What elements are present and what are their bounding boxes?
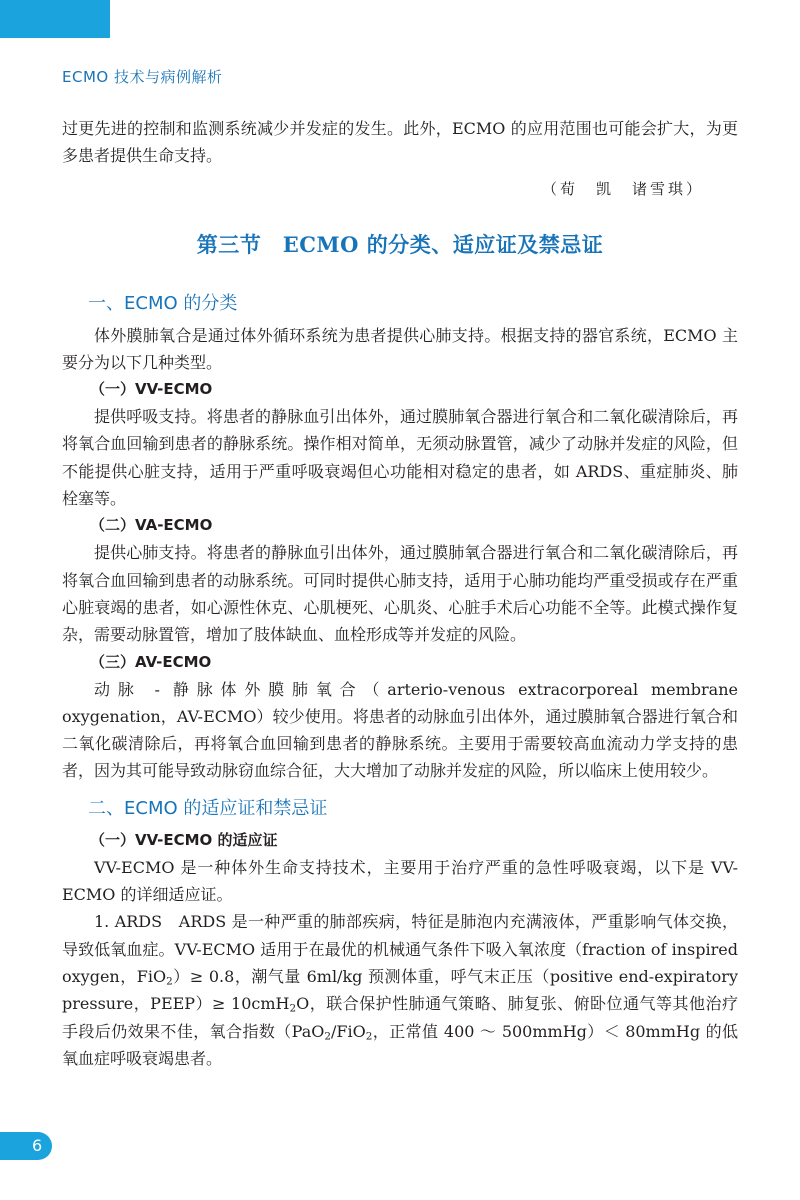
ards-sub-2: 2 [289,1002,297,1015]
va-ecmo-text: 提供心肺支持。将患者的静脉血引出体外，通过膜肺氧合器进行氧合和二氧化碳清除后，再将氧合血回输到患者的动脉系统。可同时提供心肺支持，适用于心肺功能均严重受损或存在严重心脏衰竭的患者，如心源性休克、心肌梗死、心肌炎、心脏手术后心功能不全等。此模式操作复杂，需要动脉置管，增加了肢体缺血、血栓形成等并发症的风险。 [62,543,738,645]
heading-va-ecmo: （二）VA-ECMO [90,516,213,535]
vv-ecmo-text: 提供呼吸支持。将患者的静脉血引出体外，通过膜肺氧合器进行氧合和二氧化碳清除后，再将氧合血回输到患者的静脉系统。操作相对简单，无须动脉置管，减少了动脉并发症的风险，但不能提供心脏支持，适用于严重呼吸衰竭但心功能相对稳定的患者，如 ARDS、重症肺炎、肺栓塞等。 [62,407,738,509]
running-head-title: ECMO 技术与病例解析 [62,68,223,86]
heading-classification: 一、ECMO 的分类 [88,292,238,314]
heading-av-ecmo: （三）AV-ECMO [90,652,212,671]
classification-intro: 体外膜肺氧合是通过体外循环系统为患者提供心肺支持。根据支持的器官系统，ECMO 主要分为以下几种类型。 [62,325,738,372]
ards-text-5: ，正常值 400 ～ 500mmHg）＜ 80mmHg 的低氧血症呼吸衰竭患者。 [62,1021,738,1068]
page-number-tab [0,1132,52,1160]
ards-text-4: /FiO [331,1021,366,1041]
ards-sub-3: 2 [324,1030,332,1043]
section-title: 第三节 ECMO 的分类、适应证及禁忌证 [196,231,604,257]
page-number: 6 [32,1136,43,1155]
ards-sub-1: 2 [166,975,173,988]
heading-vv-ecmo: （一）VV-ECMO [90,380,213,399]
corner-color-tab [0,0,110,38]
heading-indications: 二、ECMO 的适应证和禁忌证 [88,797,328,819]
ards-text-3: O，联合保护性肺通气策略、肺复张、俯卧位通气等其他治疗手段后仍效果不佳，氧合指数（PaO [62,994,738,1041]
av-ecmo-text: 动脉 - 静脉体外膜肺氧合（arterio-venous extracorporeal membrane oxygenation，AV-ECMO）较少使用。将患者的动脉血引出体外，通过膜肺氧合器进行氧合和二氧化碳清除后，再将氧合血回输到患者的静脉系统。主要用于需要较高血流动力学支持的患者，因为其可能导致动脉窃血综合征，大大增加了动脉并发症的风险，所以临床上使用较少。 [62,679,738,781]
vv-ecmo-indications-intro: VV-ECMO 是一种体外生命支持技术，主要用于治疗严重的急性呼吸衰竭，以下是 VV-ECMO 的详细适应证。 [62,857,738,905]
heading-vv-ecmo-indications: （一）VV-ECMO 的适应证 [90,830,278,849]
ards-paragraph [62,908,738,1072]
intro-paragraph: 过更先进的控制和监测系统减少并发症的发生。此外，ECMO 的应用范围也可能会扩大，为更多患者提供生命支持。 [62,119,738,166]
authors-credit: （荀 凯 诸雪琪） [541,179,704,198]
ards-text-1: 1. ARDS ARDS 是一种严重的肺部疾病，特征是肺泡内充满液体，严重影响气体交换，导致低氧血症。VV-ECMO 适用于在最优的机械通气条件下吸入氧浓度（fraction of inspired oxygen，FiO [62,912,738,986]
page-content [62,115,738,1072]
ards-text-2: ）≥ 0.8，潮气量 6ml/kg 预测体重，呼气末正压（positive end-expiratory pressure，PEEP）≥ 10cmH [62,966,738,1014]
ards-sub-4: 2 [365,1030,373,1043]
